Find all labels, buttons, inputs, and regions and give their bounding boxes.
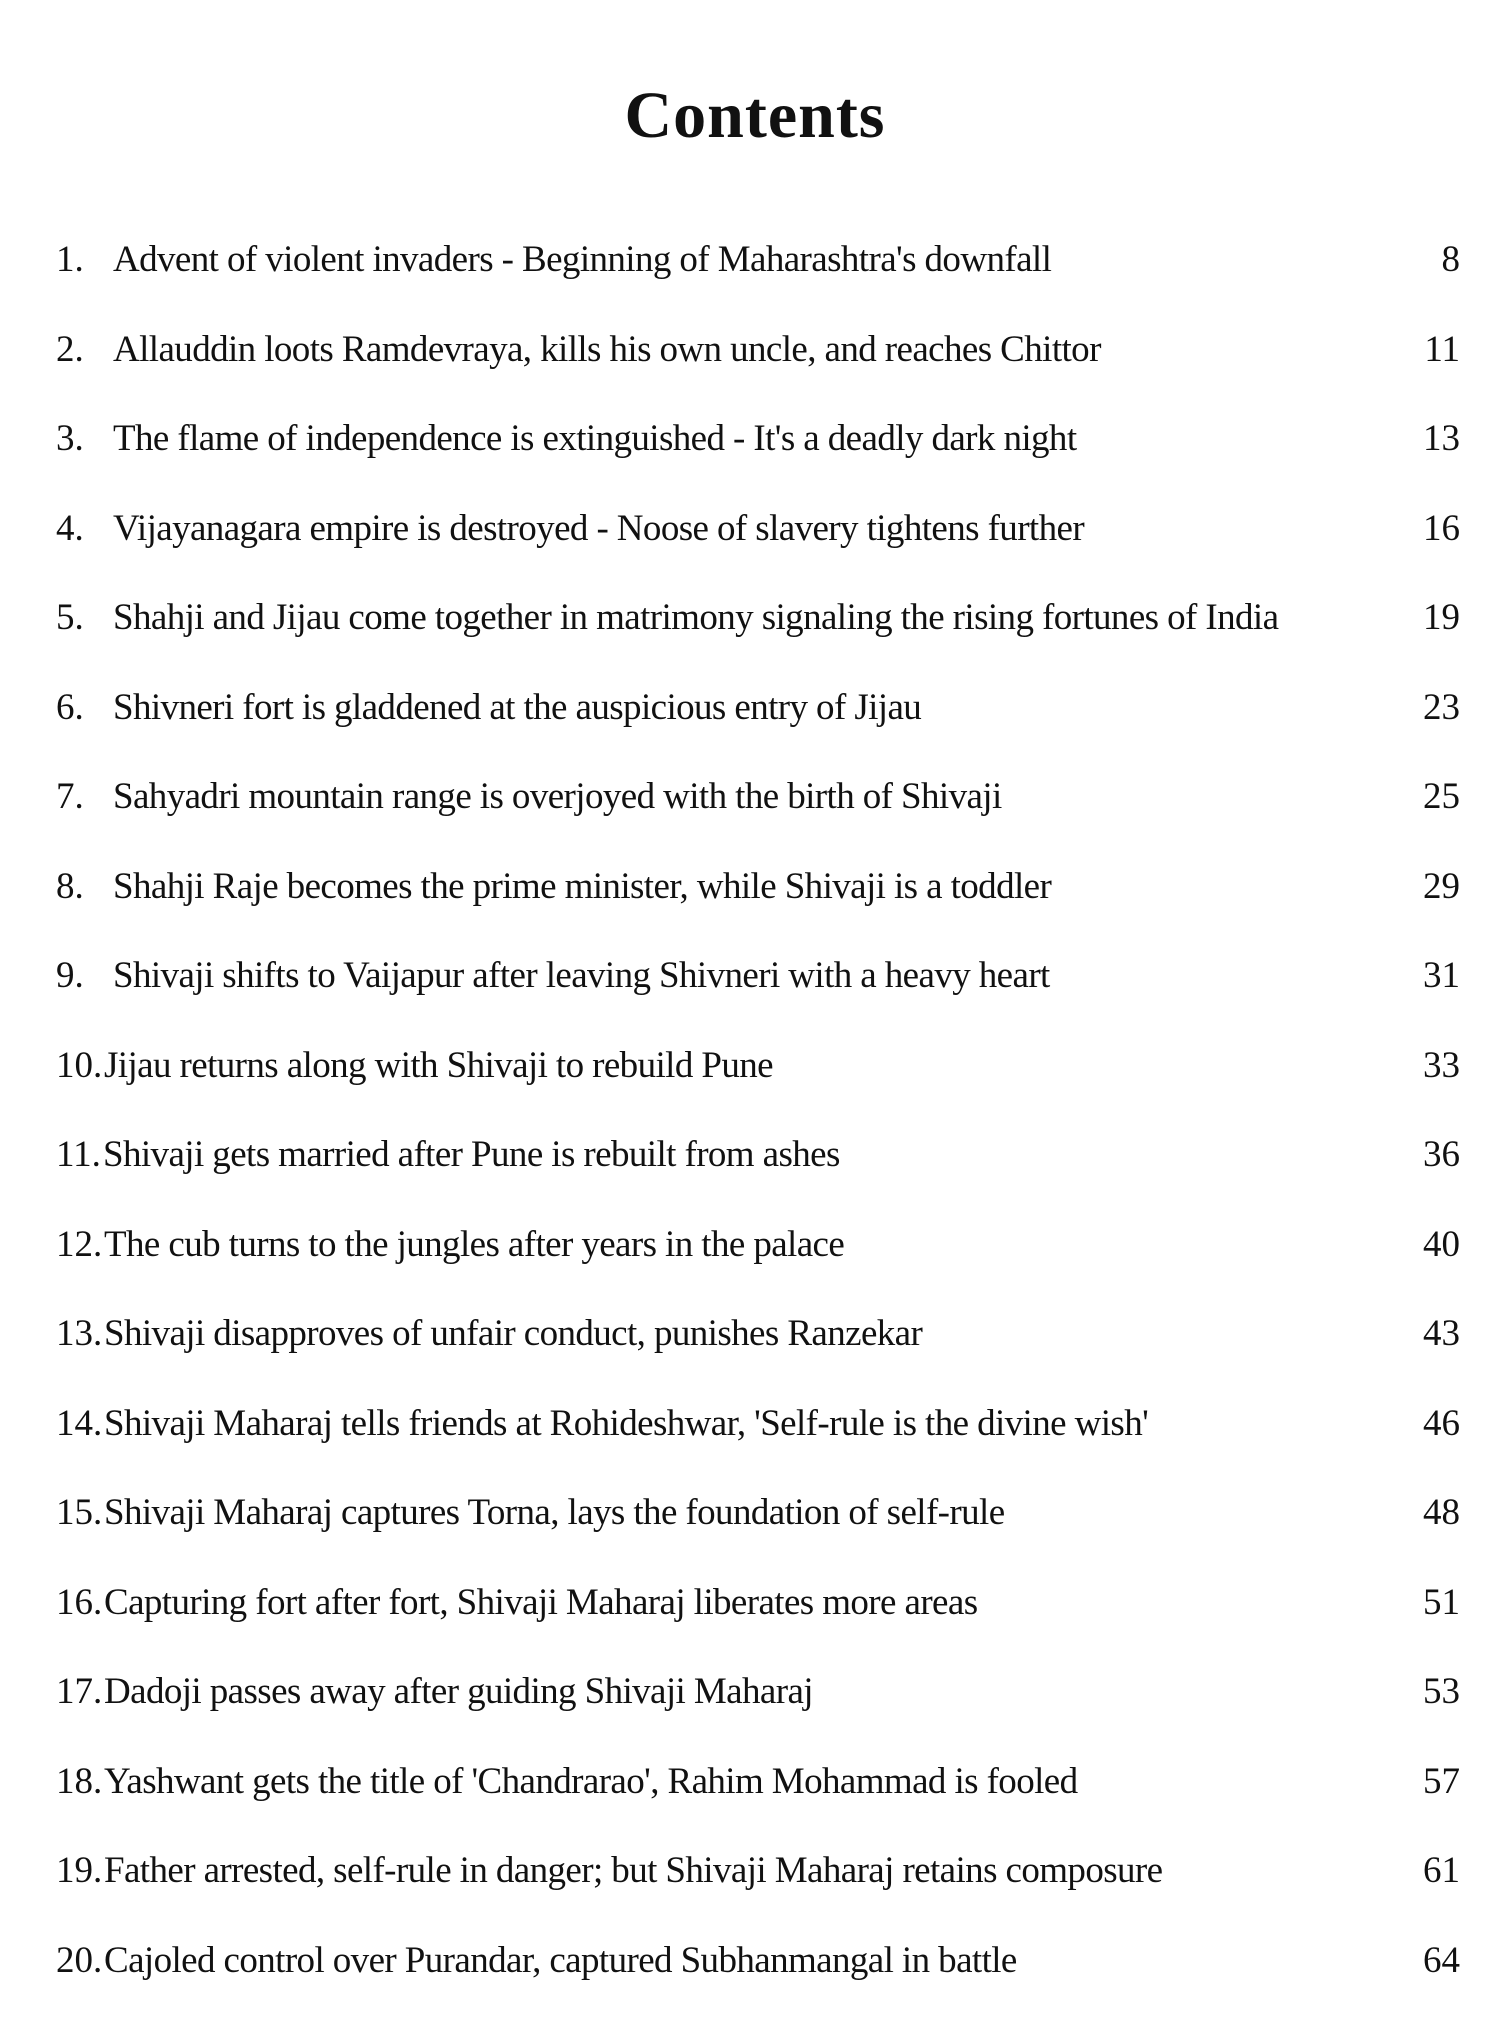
toc-entry-page: 61 [1423, 1841, 1460, 1901]
toc-entry-num: 11. [56, 1125, 101, 1185]
toc-entry[interactable] [0, 1215, 1500, 1305]
toc-entry-page: 46 [1423, 1394, 1460, 1454]
toc-entry-text: Shivaji shifts to Vaijapur after leaving Shivneri with a heavy heart [113, 946, 1050, 1006]
toc-entry[interactable] [0, 857, 1500, 947]
toc-entry[interactable] [0, 499, 1500, 589]
toc-entry-text: Capturing fort after fort, Shivaji Maharaj liberates more areas [104, 1573, 978, 1633]
toc-entry[interactable] [0, 588, 1500, 678]
toc-entry-num: 8. [56, 857, 84, 917]
toc-entry[interactable] [0, 1931, 1500, 2020]
toc-entry[interactable] [0, 1662, 1500, 1752]
toc-entry-num: 3. [56, 409, 84, 469]
toc-entry-text: Shivneri fort is gladdened at the auspicious entry of Jijau [113, 678, 921, 738]
page-title: Contents [0, 78, 1500, 154]
toc-entry-page: 25 [1423, 767, 1460, 827]
toc-entry-text: Shivaji gets married after Pune is rebuilt from ashes [103, 1125, 840, 1185]
toc-entry[interactable] [0, 1394, 1500, 1484]
toc-entry-page: 31 [1423, 946, 1460, 1006]
toc-entry-num: 19. [56, 1841, 102, 1901]
toc-entry[interactable] [0, 320, 1500, 410]
toc-entry-num: 13. [56, 1304, 102, 1364]
toc-entry-page: 53 [1423, 1662, 1460, 1722]
toc-entry-page: 64 [1423, 1931, 1460, 1991]
toc-entry-page: 57 [1423, 1752, 1460, 1812]
toc-entry[interactable] [0, 409, 1500, 499]
toc-entry-text: Shivaji disapproves of unfair conduct, punishes Ranzekar [104, 1304, 922, 1364]
toc-entry[interactable] [0, 1483, 1500, 1573]
toc-entry-text: Cajoled control over Purandar, captured Subhanmangal in battle [104, 1931, 1017, 1991]
toc-entry-page: 8 [1442, 230, 1461, 290]
toc-entry-text: The cub turns to the jungles after years in the palace [104, 1215, 844, 1275]
toc-entry[interactable] [0, 678, 1500, 768]
toc-entry[interactable] [0, 1125, 1500, 1215]
toc-entry-page: 16 [1423, 499, 1460, 559]
toc-entry-num: 6. [56, 678, 84, 738]
toc-entry-text: The flame of independence is extinguished - It's a deadly dark night [113, 409, 1077, 469]
toc-entry[interactable] [0, 230, 1500, 320]
toc-entry-page: 13 [1423, 409, 1460, 469]
toc-entry[interactable] [0, 767, 1500, 857]
toc-entry-text: Allauddin loots Ramdevraya, kills his own uncle, and reaches Chittor [113, 320, 1101, 380]
toc-entry-text: Sahyadri mountain range is overjoyed with the birth of Shivaji [113, 767, 1002, 827]
toc-entry-text: Jijau returns along with Shivaji to rebuild Pune [104, 1036, 773, 1096]
toc-entry-num: 10. [56, 1036, 102, 1096]
toc-entry-text: Shivaji Maharaj captures Torna, lays the foundation of self-rule [104, 1483, 1005, 1543]
toc-entry-num: 7. [56, 767, 84, 827]
toc-entry[interactable] [0, 1304, 1500, 1394]
toc-entry[interactable] [0, 1752, 1500, 1842]
toc-entry-page: 11 [1424, 320, 1460, 380]
toc-entry-page: 29 [1423, 857, 1460, 917]
toc-entry-text: Advent of violent invaders - Beginning of Maharashtra's downfall [113, 230, 1051, 290]
toc-entry-page: 23 [1423, 678, 1460, 738]
toc-entry-page: 43 [1423, 1304, 1460, 1364]
toc-entry-page: 33 [1423, 1036, 1460, 1096]
toc-entry-text: Shivaji Maharaj tells friends at Rohideshwar, 'Self-rule is the divine wish' [104, 1394, 1148, 1454]
toc-entry-text: Father arrested, self-rule in danger; but Shivaji Maharaj retains composure [104, 1841, 1162, 1901]
toc-entry-num: 17. [56, 1662, 102, 1722]
toc-entry-page: 19 [1423, 588, 1460, 648]
toc-entry-num: 16. [56, 1573, 102, 1633]
toc-entry-page: 51 [1423, 1573, 1460, 1633]
toc-entry[interactable] [0, 1573, 1500, 1663]
toc-entry-text: Dadoji passes away after guiding Shivaji Maharaj [104, 1662, 813, 1722]
toc-entry-num: 1. [56, 230, 84, 290]
toc-entry-num: 9. [56, 946, 84, 1006]
toc-entry-num: 5. [56, 588, 84, 648]
toc-entry[interactable] [0, 946, 1500, 1036]
toc-entry-text: Yashwant gets the title of 'Chandrarao', Rahim Mohammad is fooled [104, 1752, 1078, 1812]
toc-entry-num: 12. [56, 1215, 102, 1275]
toc-entry-text: Vijayanagara empire is destroyed - Noose of slavery tightens further [113, 499, 1084, 559]
toc-entry-num: 18. [56, 1752, 102, 1812]
toc-entry[interactable] [0, 1036, 1500, 1126]
toc-entry-page: 40 [1423, 1215, 1460, 1275]
toc-entry-page: 36 [1423, 1125, 1460, 1185]
toc-entry-num: 15. [56, 1483, 102, 1543]
toc-entry-text: Shahji and Jijau come together in matrimony signaling the rising fortunes of India [113, 588, 1278, 648]
toc-entry[interactable] [0, 1841, 1500, 1931]
toc-entry-page: 48 [1423, 1483, 1460, 1543]
toc-entry-text: Shahji Raje becomes the prime minister, while Shivaji is a toddler [113, 857, 1051, 917]
toc-entry-num: 4. [56, 499, 84, 559]
toc-entry-num: 2. [56, 320, 84, 380]
contents-list [0, 230, 1500, 2020]
toc-entry-num: 14. [56, 1394, 102, 1454]
toc-entry-num: 20. [56, 1931, 102, 1991]
